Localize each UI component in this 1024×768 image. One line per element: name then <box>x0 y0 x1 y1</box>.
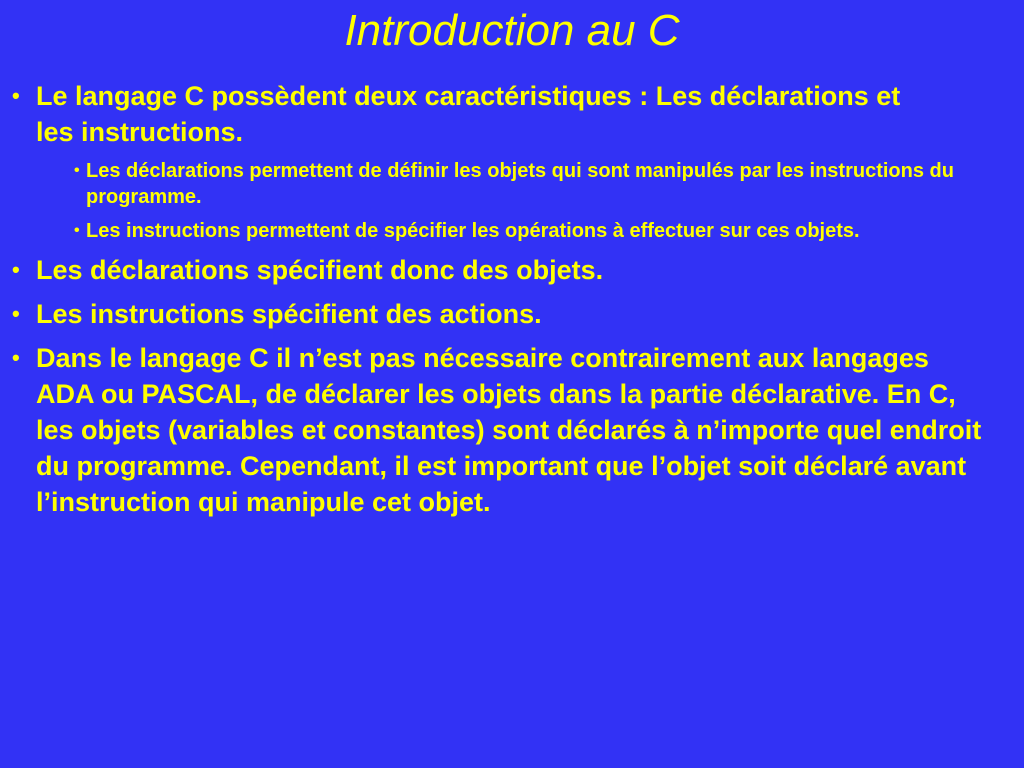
bullet-marker: • <box>12 345 20 370</box>
bullet-item <box>12 78 1002 150</box>
bullet-text: Les déclarations spécifient donc des objets. <box>36 255 604 285</box>
slide-title: Introduction au C <box>344 6 680 55</box>
bullet-list <box>12 78 1002 528</box>
sub-bullet-item <box>74 158 1002 210</box>
bullet-item <box>12 252 1002 288</box>
bullet-text: Dans le langage C il n’est pas nécessaire contrairement aux langages ADA ou PASCAL, de déclarer les objets dans la partie déclarative. En C, les objets (variables et constantes) sont déclarés à n’importe quel endroit du programme. Cependant, il est important que l’objet soit déclaré avant l’instruction qui manipule cet objet. <box>36 343 982 517</box>
sub-bullet-item <box>74 218 1002 244</box>
sub-bullet-text: Les instructions permettent de spécifier les opérations à effectuer sur ces objets. <box>86 220 860 242</box>
bullet-text: Les instructions spécifient des actions. <box>36 299 542 329</box>
bullet-marker: • <box>74 162 80 179</box>
bullet-item <box>12 296 1002 332</box>
bullet-item <box>12 340 1002 520</box>
sub-bullet-text: Les déclarations permettent de définir les objets qui sont manipulés par les instructions du programme. <box>86 160 954 208</box>
bullet-marker: • <box>12 301 20 326</box>
bullet-marker: • <box>12 83 20 108</box>
bullet-text: Le langage C possèdent deux caractéristiques : Les déclarations et les instructions. <box>36 81 901 147</box>
bullet-marker: • <box>74 222 80 239</box>
bullet-marker: • <box>12 257 20 282</box>
